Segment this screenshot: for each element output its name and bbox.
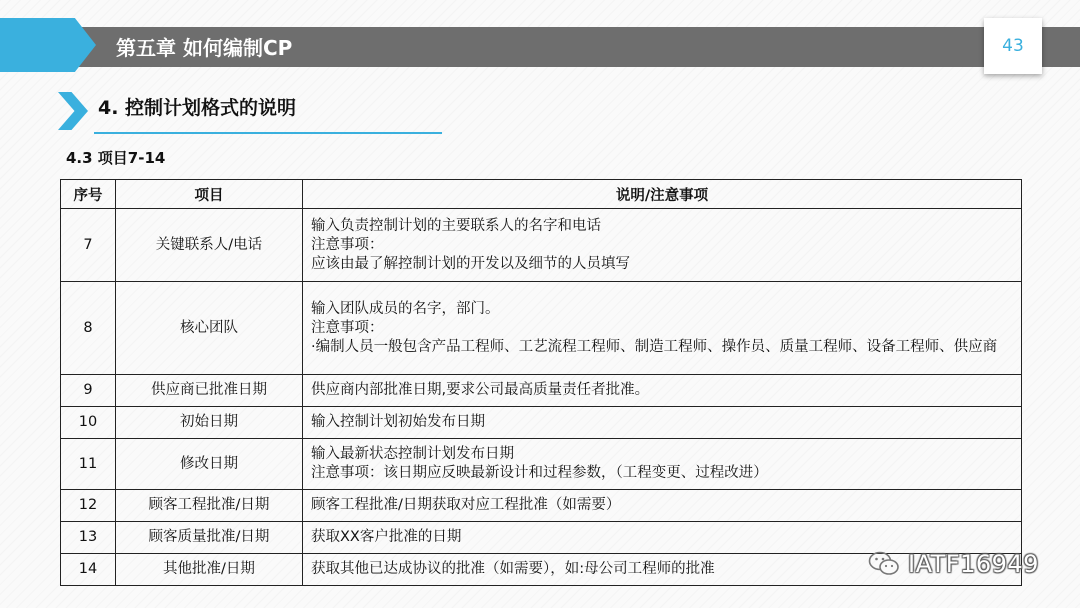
row-number: 7 (61, 209, 116, 282)
table-body (61, 209, 1022, 586)
header-notes: 说明/注意事项 (303, 180, 1022, 209)
row-item: 顾客质量批准/日期 (116, 522, 303, 554)
section-underline (94, 132, 442, 134)
row-item: 关键联系人/电话 (116, 209, 303, 282)
note-line: 供应商内部批准日期,要求公司最高质量责任者批准。 (311, 382, 650, 398)
row-item: 供应商已批准日期 (116, 375, 303, 407)
watermark-text: IATF16949 (908, 550, 1039, 578)
row-number: 8 (61, 282, 116, 375)
chapter-title: 第五章 如何编制CP (116, 36, 293, 60)
row-number: 10 (61, 407, 116, 439)
header-no: 序号 (61, 180, 116, 209)
row-number: 13 (61, 522, 116, 554)
row-notes (303, 209, 1022, 282)
note-line: ·编制人员一般包含产品工程师、工艺流程工程师、制造工程师、操作员、质量工程师、设备工程师、供应商 (311, 338, 998, 355)
section-chevron-icon (58, 92, 88, 130)
table-row (61, 282, 1022, 375)
note-line: 顾客工程批准/日期获取对应工程批准（如需要） (311, 497, 621, 513)
row-number: 11 (61, 439, 116, 490)
note-line: 注意事项： (311, 319, 384, 336)
note-line: 输入控制计划初始发布日期 (311, 414, 485, 430)
table-header-row (61, 180, 1022, 209)
table-row (61, 490, 1022, 522)
table-row (61, 407, 1022, 439)
wechat-icon (868, 550, 900, 578)
header-item: 项目 (116, 180, 303, 209)
row-notes (303, 282, 1022, 375)
note-line: 输入负责控制计划的主要联系人的名字和电话 (311, 217, 601, 234)
table-row (61, 209, 1022, 282)
row-item: 其他批准/日期 (116, 554, 303, 586)
note-line: 注意事项：该日期应反映最新设计和过程参数，（工程变更、过程改进） (311, 465, 768, 481)
row-item: 核心团队 (116, 282, 303, 375)
watermark (868, 545, 1039, 583)
row-notes (303, 375, 1022, 407)
section-title: 4. 控制计划格式的说明 (98, 97, 297, 119)
row-notes (303, 407, 1022, 439)
row-item: 顾客工程批准/日期 (116, 490, 303, 522)
note-line: 输入团队成员的名字，部门。 (311, 300, 500, 317)
row-number: 14 (61, 554, 116, 586)
table-row (61, 375, 1022, 407)
note-line: 获取其他已达成协议的批准（如需要），如:母公司工程师的批准 (311, 561, 715, 577)
row-item: 初始日期 (116, 407, 303, 439)
row-number: 12 (61, 490, 116, 522)
subsection-title: 4.3 项目7-14 (66, 149, 166, 167)
table-row (61, 439, 1022, 490)
note-line: 注意事项： (311, 236, 384, 253)
note-line: 输入最新状态控制计划发布日期 (311, 446, 514, 462)
row-notes (303, 439, 1022, 490)
note-line: 应该由最了解控制计划的开发以及细节的人员填写 (311, 255, 630, 272)
row-item: 修改日期 (116, 439, 303, 490)
row-number: 9 (61, 375, 116, 407)
page-number: 43 (984, 18, 1042, 74)
note-line: 获取XX客户批准的日期 (311, 529, 462, 545)
row-notes (303, 490, 1022, 522)
control-plan-items-table (60, 179, 1022, 586)
